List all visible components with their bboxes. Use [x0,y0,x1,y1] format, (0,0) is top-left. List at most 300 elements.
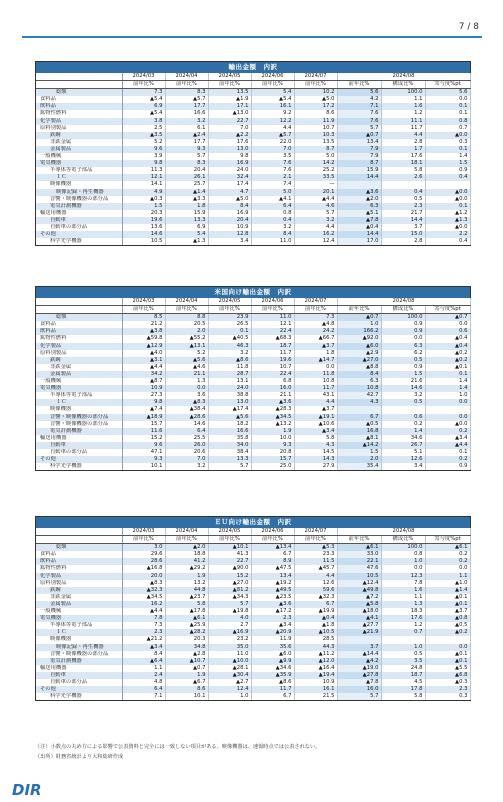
table-title: 米国向け輸出金額 内訳 [36,287,470,298]
value-cell: 18.2 [208,421,251,428]
value-cell: 59.6 [294,587,337,594]
value-cell: 28.5 [294,636,337,643]
value-cell: 1.0 [381,558,425,565]
value-cell: 0.1 [425,146,470,153]
value-cell: ▲10.5 [294,629,337,636]
value-cell: 1.4 [425,385,470,392]
table-row [36,636,470,643]
value-cell [381,636,425,643]
value-cell: 23.3 [294,551,337,558]
header-blank [36,298,122,306]
value-cell: 1.4 [425,378,470,385]
value-cell: 12.4 [294,238,337,245]
row-label: 金属製品 [36,601,122,608]
value-cell: ▲8.6 [208,357,251,364]
value-cell: ▲9.9 [251,658,294,665]
value-cell: 6.3 [381,343,425,350]
value-cell: 34.2 [122,371,165,378]
value-cell: 3.7 [381,224,425,231]
value-cell: 11.7 [381,125,425,132]
value-cell: 0.0 [165,385,208,392]
value-cell: ▲7.4 [122,406,165,413]
value-cell: 13.5 [208,89,251,97]
value-cell: 4.3 [337,399,381,406]
value-cell: 1.8 [165,203,208,210]
value-cell: 12.6 [381,456,425,463]
value-cell: ▲34.6 [251,665,294,672]
value-cell: 11.3 [122,167,165,174]
value-cell: 2.1 [251,174,294,181]
value-cell: ▲19.0 [337,665,381,672]
value-cell: 6.4 [122,686,165,693]
row-label: 一般機械 [36,378,122,385]
value-cell: 7.1 [122,693,165,700]
value-cell: 26.0 [165,442,208,449]
row-label: 輸送用機器 [36,210,122,217]
month-header: 2024/05 [208,73,251,81]
value-cell: 24.0 [208,167,251,174]
note-line: （注）小数点の丸め方による影響で公表資料と完全には一致しない項目がある。映像機器は、速報時点では公表されない。 [35,744,321,750]
value-cell [381,406,425,413]
value-cell: 22.7 [208,558,251,565]
value-cell: 8.7 [294,146,337,153]
value-cell: 15.9 [337,167,381,174]
value-cell: ▲6.0 [337,343,381,350]
value-cell: ▲0.1 [425,594,470,601]
value-cell: 0.8 [425,118,470,125]
value-cell: 7.4 [251,181,294,188]
yoy-header: 前年比% [165,536,208,544]
table-row [36,686,470,693]
value-cell: ▲1.4 [425,587,470,594]
month-header: 2024/05 [208,298,251,306]
value-cell: 11.0 [251,314,294,322]
value-cell: 1.4 [425,153,470,160]
value-cell: 17.4 [208,181,251,188]
value-cell: ▲0.4 [425,343,470,350]
value-cell: 21.6 [381,378,425,385]
header-blank [36,81,122,89]
svg-text:DIR: DIR [12,781,42,798]
value-cell: 7.0 [208,125,251,132]
row-label: 原料別製品 [36,125,122,132]
value-cell: 12.3 [381,573,425,580]
value-cell: ▲18.0 [337,608,381,615]
value-cell: 0.0 [425,399,470,406]
table-row [36,573,470,580]
value-cell: 41.2 [165,558,208,565]
value-cell: 16.1 [251,103,294,110]
table-row [36,189,470,196]
table-row [36,103,470,110]
table-row [36,651,470,658]
table-row [36,350,470,357]
value-cell: 33.0 [337,551,381,558]
value-cell: 25.0 [251,463,294,470]
value-cell: 9.8 [122,160,165,167]
value-cell: ▲3.7 [425,608,470,615]
value-cell: ▲4.1 [337,615,381,622]
row-label: 電気計測機器 [36,203,122,210]
value-cell: 26.5 [208,321,251,328]
value-cell: 12.8 [208,231,251,238]
value-cell: — [294,181,337,188]
value-cell: ▲1.3 [165,238,208,245]
value-cell: ▲1.8 [294,622,337,629]
table-row [36,435,470,442]
yoy-header: 前年比% [165,81,208,89]
value-cell: 9.3 [251,442,294,449]
value-cell: 26.7 [381,442,425,449]
table-row [36,463,470,470]
value-cell: ▲10.1 [208,544,251,552]
value-cell: ▲3.8 [122,328,165,335]
row-label: 一般機械 [36,608,122,615]
value-cell: 0.0 [425,321,470,328]
value-cell: 9.8 [208,153,251,160]
value-cell: ▲19.2 [251,580,294,587]
value-cell: 16.9 [208,160,251,167]
value-cell: 0.7 [425,125,470,132]
value-cell: ▲0.0 [425,132,470,139]
value-cell: 47.1 [122,449,165,456]
value-cell: 41.3 [208,551,251,558]
table-row [36,558,470,565]
value-cell: ▲21.9 [337,629,381,636]
value-cell: 12.1 [122,174,165,181]
value-cell: ▲55.2 [165,335,208,342]
value-cell: 0.5 [381,651,425,658]
month-header: 2024/03 [122,73,165,81]
value-cell [337,636,381,643]
value-cell: ▲5.8 [337,601,381,608]
value-cell: 34.6 [381,435,425,442]
value-cell: 1.9 [165,672,208,679]
value-cell: ▲8.6 [251,679,294,686]
value-cell: ▲2.0 [165,544,208,552]
value-cell: 44.3 [294,644,337,651]
row-label: 映像機器 [36,406,122,413]
value-cell: ▲17.8 [165,608,208,615]
value-cell: 8.6 [294,110,337,117]
row-label: 非鉄金属 [36,594,122,601]
value-cell: 17.7 [165,139,208,146]
value-cell: 8.6 [165,686,208,693]
value-cell: 17.2 [294,103,337,110]
row-label: 自動車 [36,672,122,679]
value-cell: ▲4.4 [425,442,470,449]
table-row [36,679,470,686]
row-label: 科学光学機器 [36,463,122,470]
row-label: 総額 [36,89,122,97]
value-cell: ▲3.6 [337,189,381,196]
value-cell: 42.7 [337,392,381,399]
value-cell: ▲34.3 [208,594,251,601]
value-cell: 15.7 [122,421,165,428]
value-cell: 5.7 [165,153,208,160]
table-row [36,364,470,371]
value-cell: 5.1 [381,449,425,456]
table-row [36,110,470,117]
value-cell: ▲14.4 [337,651,381,658]
value-cell: ▲8.8 [337,364,381,371]
yoy-header: 前年比% [294,306,337,314]
table-row [36,608,470,615]
value-cell: 3.2 [251,224,294,231]
value-cell: 1.3 [165,378,208,385]
value-cell: ▲27.7 [337,622,381,629]
row-label: 金属製品 [36,146,122,153]
value-cell: ▲0.5 [425,622,470,629]
row-label: その他 [36,686,122,693]
exports-eu-table [35,516,471,701]
value-cell: ▲14.2 [337,442,381,449]
table-row [36,644,470,651]
value-cell: 15.2 [122,435,165,442]
value-cell: 9.2 [251,110,294,117]
yoy-header: 前年比% [208,536,251,544]
table-row [36,594,470,601]
value-cell: 1.3 [381,601,425,608]
value-cell: ▲35.9 [251,672,294,679]
value-cell: 14.6 [165,421,208,428]
value-cell: 6.4 [251,203,294,210]
row-label: 音響・映像機器の部分品 [36,421,122,428]
value-cell: ▲8.1 [337,435,381,442]
table-row [36,378,470,385]
value-cell: 5.8 [381,167,425,174]
value-cell: 0.5 [381,196,425,203]
value-cell: 6.8 [251,378,294,385]
value-cell: 20.5 [165,321,208,328]
value-cell: ▲19.9 [294,608,337,615]
month-header-latest: 2024/08 [337,298,470,306]
value-cell: 3.5 [381,658,425,665]
value-cell: 100.0 [381,314,425,322]
value-cell: ▲16.9 [208,629,251,636]
yoy-header: 前年比% [122,81,165,89]
value-cell: 13.4 [337,139,381,146]
value-cell: ▲11.2 [294,651,337,658]
value-cell: 1.9 [251,428,294,435]
value-cell: 6.7 [251,693,294,700]
table-row [36,328,470,335]
table-row [36,601,470,608]
table-row [36,132,470,139]
value-cell: 22.4 [251,371,294,378]
value-cell: 2.3 [425,686,470,693]
value-cell: 16.0 [251,385,294,392]
value-cell: 4.4 [294,573,337,580]
table-row [36,665,470,672]
value-cell: 2.0 [165,328,208,335]
value-cell: ▲49.8 [337,587,381,594]
value-cell: 0.5 [381,357,425,364]
value-cell: 5.7 [208,601,251,608]
value-cell: ▲0.7 [337,314,381,322]
value-cell: ▲0.0 [425,421,470,428]
row-label: 鉄鋼 [36,587,122,594]
value-cell: 4.2 [337,96,381,103]
value-cell: 1.7 [381,146,425,153]
value-cell: 0.6 [381,414,425,421]
value-cell: 1.2 [381,110,425,117]
value-cell: 11.1 [381,118,425,125]
value-cell: 10.7 [294,125,337,132]
value-cell: 22.4 [251,328,294,335]
value-cell: 10.5 [122,238,165,245]
value-cell: ▲30.4 [208,672,251,679]
value-cell: 11.0 [251,238,294,245]
value-cell: 7.6 [337,110,381,117]
value-cell: 34.8 [165,644,208,651]
value-cell: ▲32.3 [122,587,165,594]
value-cell: 3.2 [381,392,425,399]
table-row [36,622,470,629]
table-row [36,335,470,342]
value-cell: 1.1 [381,96,425,103]
value-cell: 35.6 [251,644,294,651]
value-cell: 33.5 [294,174,337,181]
value-cell: ▲3.4 [251,622,294,629]
value-cell: 10.3 [294,132,337,139]
table-row [36,314,470,322]
value-cell: 0.3 [425,693,470,700]
yoy-header: 前年比% [208,306,251,314]
value-cell: ▲13.2 [251,421,294,428]
yoy-header: 前年比% [122,536,165,544]
row-label: 飲料品 [36,103,122,110]
value-cell: 10.0 [251,435,294,442]
value-cell: 17.7 [165,103,208,110]
value-cell: 5.8 [294,435,337,442]
value-cell: 9.3 [165,146,208,153]
value-cell: 9.8 [122,399,165,406]
value-cell: 44.8 [165,587,208,594]
value-cell: 13.3 [165,217,208,224]
value-cell: 5.7 [208,463,251,470]
value-cell: ▲3.6 [251,399,294,406]
value-cell: 0.1 [425,103,470,110]
value-cell: 4.4 [294,224,337,231]
value-cell: ▲3.4 [122,644,165,651]
value-cell: 4.4 [251,125,294,132]
value-cell: 24.0 [208,385,251,392]
value-cell: ▲5.6 [208,414,251,421]
value-cell: 6.7 [251,551,294,558]
row-label: ＩＣ [36,174,122,181]
header-blank [36,73,122,81]
table-row [36,442,470,449]
value-cell: ▲0.3 [122,196,165,203]
row-label: 原料別製品 [36,580,122,587]
value-cell: 14.4 [337,231,381,238]
value-cell: ▲0.4 [425,335,470,342]
value-cell: 1.6 [381,587,425,594]
table-row [36,181,470,188]
value-cell: ▲59.8 [122,335,165,342]
row-label: ＩＣ [36,399,122,406]
table-row [36,392,470,399]
table-row [36,456,470,463]
value-cell: 7.6 [251,160,294,167]
value-cell: ▲13.4 [251,544,294,552]
value-cell: 16.1 [294,686,337,693]
value-cell: 100.0 [381,89,425,97]
value-cell: 11.6 [122,428,165,435]
value-cell: 13.3 [208,456,251,463]
value-cell: 25.2 [294,167,337,174]
row-label: 半導体等電子部品 [36,167,122,174]
value-cell: 13.1 [208,378,251,385]
value-cell: ▲0.0 [425,189,470,196]
value-cell: 8.3 [165,160,208,167]
value-cell: 35.8 [208,435,251,442]
value-cell: ▲3.1 [122,357,165,364]
row-label: 飲料品 [36,328,122,335]
value-cell: 10.7 [251,364,294,371]
value-cell: 2.3 [122,629,165,636]
row-label: 一般機械 [36,153,122,160]
value-cell: 1.4 [381,428,425,435]
value-cell: 12.1 [251,321,294,328]
value-cell: 1.9 [165,573,208,580]
value-cell: 6.3 [337,203,381,210]
value-cell: 4.4 [294,399,337,406]
value-cell: 8.4 [337,371,381,378]
row-label: 食料品 [36,96,122,103]
value-cell: ▲6.1 [165,615,208,622]
value-cell: ▲0.1 [425,364,470,371]
value-cell: 5.8 [165,601,208,608]
value-cell: 19.6 [251,357,294,364]
value-cell: 5.6 [425,89,470,97]
value-cell: 7.3 [294,314,337,322]
table-title: 輸出金額 内訳 [36,62,470,73]
value-cell: 14.5 [294,449,337,456]
value-cell: 46.3 [208,343,251,350]
value-cell: ▲5.4 [122,96,165,103]
value-cell: 17.0 [337,238,381,245]
value-cell: 14.4 [337,174,381,181]
source-line: （出所）財務省統計より大和総研作成 [35,754,124,760]
value-cell: 5.4 [251,89,294,97]
row-label: 鉱物性燃料 [36,565,122,572]
row-label: 音響・映像機器の部分品 [36,196,122,203]
row-label: 半導体等電子部品 [36,622,122,629]
value-cell: ▲34.5 [251,414,294,421]
table-row [36,371,470,378]
yoy-header: 前年比% [251,81,294,89]
value-cell: 4.3 [294,442,337,449]
contrib-header: 寄与度%pt [425,306,470,314]
value-cell: 25.5 [165,435,208,442]
value-cell: 15.0 [381,231,425,238]
table-row [36,357,470,364]
value-cell: 7.3 [122,622,165,629]
value-cell: ▲0.1 [425,658,470,665]
value-cell: 2.5 [122,125,165,132]
month-header: 2024/04 [165,528,208,536]
value-cell: ▲2.8 [165,651,208,658]
value-cell: 0.3 [425,139,470,146]
row-label: 電気計測機器 [36,658,122,665]
row-label: 映像機器 [36,636,122,643]
value-cell: ▲8.3 [165,399,208,406]
value-cell: 35.0 [208,644,251,651]
value-cell: ▲4.1 [251,196,294,203]
value-cell: ▲3.7 [294,343,337,350]
